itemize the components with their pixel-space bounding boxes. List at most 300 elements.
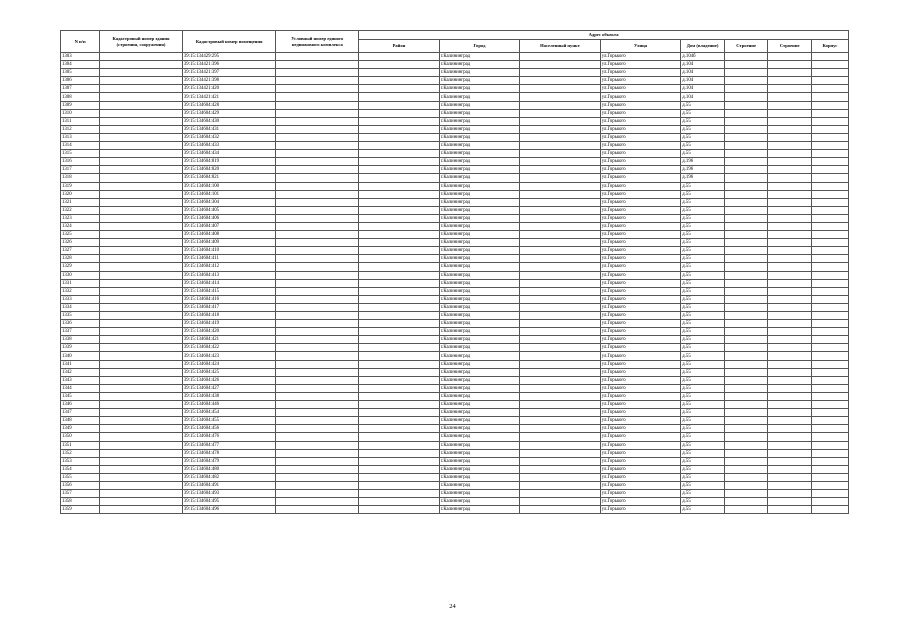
cell-house: д.104 [681,69,725,77]
cell-room-cadastre: 39:15:134604:496 [182,506,276,514]
cell-structure [768,222,812,230]
table-row [61,109,849,117]
cell-building [724,312,768,320]
cell-house: д.55 [681,222,725,230]
table-row [61,376,849,384]
cell-complex-number [276,425,359,433]
cell-block [811,158,848,166]
cell-complex-number [276,392,359,400]
cell-house: д.55 [681,239,725,247]
cell-street: ул.Горького [600,498,681,506]
cell-city: г.Калининград [439,441,520,449]
cell-room-cadastre: 39:15:134604:476 [182,433,276,441]
cell-settlement [520,336,601,344]
header-house: Дом (владение) [681,40,725,53]
cell-street: ул.Горького [600,376,681,384]
cell-room-cadastre: 39:15:134604:454 [182,409,276,417]
cell-structure [768,336,812,344]
cell-structure [768,433,812,441]
cell-num: 1333 [61,295,100,303]
cell-num: 1336 [61,320,100,328]
cell-house: д.104б [681,53,725,61]
cell-structure [768,263,812,271]
cell-settlement [520,53,601,61]
cell-district [359,344,440,352]
cell-num: 1355 [61,473,100,481]
cell-building-cadastre [100,287,183,295]
cell-complex-number [276,473,359,481]
cell-room-cadastre: 39:15:134604:491 [182,481,276,489]
cell-building [724,368,768,376]
cell-settlement [520,109,601,117]
cell-city: г.Калининград [439,360,520,368]
cell-house: д.196 [681,174,725,182]
cell-num: 1313 [61,133,100,141]
cell-room-cadastre: 39:15:134604:482 [182,473,276,481]
cell-room-cadastre: 39:15:134604:409 [182,239,276,247]
cell-city: г.Калининград [439,312,520,320]
cell-building [724,360,768,368]
table-row [61,125,849,133]
cell-complex-number [276,239,359,247]
cell-settlement [520,150,601,158]
cell-house: д.55 [681,457,725,465]
cell-structure [768,303,812,311]
table-row [61,222,849,230]
cell-building [724,279,768,287]
cell-building [724,166,768,174]
table-row [61,481,849,489]
cell-building [724,441,768,449]
cell-structure [768,328,812,336]
cell-complex-number [276,198,359,206]
cell-house: д.55 [681,109,725,117]
cell-structure [768,255,812,263]
cell-block [811,368,848,376]
cell-city: г.Калининград [439,320,520,328]
cell-num: 1305 [61,69,100,77]
cell-city: г.Калининград [439,69,520,77]
cell-building-cadastre [100,150,183,158]
cell-settlement [520,206,601,214]
cell-structure [768,312,812,320]
cell-room-cadastre: 39:15:134421:421 [182,93,276,101]
cell-structure [768,449,812,457]
cell-complex-number [276,320,359,328]
cell-house: д.55 [681,190,725,198]
cell-house: д.55 [681,231,725,239]
cell-building [724,336,768,344]
cell-block [811,433,848,441]
cell-settlement [520,222,601,230]
table-row [61,174,849,182]
cell-room-cadastre: 39:15:134604:418 [182,312,276,320]
cell-structure [768,401,812,409]
cell-district [359,312,440,320]
cell-house: д.55 [681,125,725,133]
cell-room-cadastre: 39:15:134604:420 [182,328,276,336]
cell-house: д.55 [681,133,725,141]
cell-city: г.Калининград [439,125,520,133]
header-row-top [61,31,849,40]
cell-structure [768,473,812,481]
cell-settlement [520,247,601,255]
cell-building-cadastre [100,231,183,239]
cell-building-cadastre [100,336,183,344]
header-complex-number: Условный номер единого недвижимого комплекса [276,31,359,53]
cell-city: г.Калининград [439,425,520,433]
cell-district [359,117,440,125]
cell-street: ул.Горького [600,166,681,174]
cell-structure [768,376,812,384]
cell-district [359,295,440,303]
table-row [61,214,849,222]
cell-district [359,490,440,498]
cell-num: 1303 [61,53,100,61]
header-address-group: Адрес объекта [359,31,849,40]
cell-building [724,352,768,360]
cell-house: д.55 [681,392,725,400]
cell-street: ул.Горького [600,449,681,457]
cell-city: г.Калининград [439,376,520,384]
cell-district [359,85,440,93]
cell-city: г.Калининград [439,457,520,465]
cell-street: ул.Горького [600,473,681,481]
cell-house: д.55 [681,320,725,328]
cell-structure [768,247,812,255]
cell-building-cadastre [100,109,183,117]
cell-block [811,303,848,311]
cell-district [359,279,440,287]
cell-building [724,222,768,230]
cell-street: ул.Горького [600,417,681,425]
cell-house: д.196 [681,166,725,174]
cell-street: ул.Горького [600,182,681,190]
cell-city: г.Калининград [439,368,520,376]
cell-house: д.55 [681,271,725,279]
cell-num: 1322 [61,206,100,214]
table-row [61,150,849,158]
cell-street: ул.Горького [600,392,681,400]
cell-complex-number [276,271,359,279]
cell-block [811,166,848,174]
cell-block [811,328,848,336]
cell-settlement [520,506,601,514]
cell-city: г.Калининград [439,255,520,263]
cell-settlement [520,133,601,141]
cell-building [724,174,768,182]
cell-settlement [520,263,601,271]
cell-room-cadastre: 39:15:134604:419 [182,320,276,328]
cell-house: д.104 [681,61,725,69]
cell-num: 1351 [61,441,100,449]
cell-building-cadastre [100,53,183,61]
cell-block [811,69,848,77]
cell-district [359,93,440,101]
cell-building-cadastre [100,312,183,320]
cell-settlement [520,69,601,77]
cell-settlement [520,198,601,206]
cell-room-cadastre: 39:15:134604:408 [182,231,276,239]
cell-building-cadastre [100,457,183,465]
cell-building [724,109,768,117]
cell-building-cadastre [100,449,183,457]
cell-building-cadastre [100,401,183,409]
cell-district [359,125,440,133]
cell-building-cadastre [100,344,183,352]
cell-block [811,231,848,239]
cell-street: ул.Горького [600,287,681,295]
cell-street: ул.Горького [600,312,681,320]
cell-building-cadastre [100,85,183,93]
cell-street: ул.Горького [600,133,681,141]
cell-complex-number [276,465,359,473]
cell-city: г.Калининград [439,295,520,303]
cell-num: 1337 [61,328,100,336]
cell-building-cadastre [100,271,183,279]
cell-street: ул.Горького [600,441,681,449]
header-block: Корпус [811,40,848,53]
cell-complex-number [276,214,359,222]
cell-city: г.Калининград [439,473,520,481]
cell-num: 1329 [61,263,100,271]
cell-building-cadastre [100,174,183,182]
cell-num: 1311 [61,117,100,125]
cell-structure [768,142,812,150]
cell-complex-number [276,312,359,320]
cell-num: 1348 [61,417,100,425]
cell-structure [768,85,812,93]
cell-num: 1347 [61,409,100,417]
cell-room-cadastre: 39:15:134604:429 [182,109,276,117]
cell-structure [768,409,812,417]
cell-room-cadastre: 39:15:134421:398 [182,77,276,85]
cell-street: ул.Горького [600,490,681,498]
cell-num: 1309 [61,101,100,109]
cell-structure [768,320,812,328]
cell-building [724,117,768,125]
cell-house: д.55 [681,198,725,206]
cell-city: г.Калининград [439,490,520,498]
cell-settlement [520,279,601,287]
header-district: Район [359,40,440,53]
cell-street: ул.Горького [600,214,681,222]
cell-structure [768,61,812,69]
cell-complex-number [276,287,359,295]
cell-building [724,303,768,311]
cell-building-cadastre [100,417,183,425]
cell-room-cadastre: 39:15:134421:420 [182,85,276,93]
cell-block [811,125,848,133]
cell-complex-number [276,352,359,360]
cell-settlement [520,85,601,93]
cell-street: ул.Горького [600,174,681,182]
page-number: 24 [449,603,456,610]
cell-district [359,376,440,384]
cell-settlement [520,166,601,174]
cell-settlement [520,352,601,360]
table-row [61,457,849,465]
cell-building [724,449,768,457]
cell-building-cadastre [100,93,183,101]
cell-block [811,457,848,465]
cell-district [359,166,440,174]
cell-block [811,85,848,93]
cell-city: г.Калининград [439,263,520,271]
cell-num: 1343 [61,376,100,384]
cell-city: г.Калининград [439,409,520,417]
table-row [61,368,849,376]
cell-complex-number [276,263,359,271]
cell-complex-number [276,433,359,441]
cell-structure [768,150,812,158]
cell-city: г.Калининград [439,61,520,69]
cell-block [811,214,848,222]
cell-district [359,150,440,158]
cell-street: ул.Горького [600,142,681,150]
cell-building [724,125,768,133]
cell-complex-number [276,150,359,158]
cell-settlement [520,441,601,449]
cell-num: 1306 [61,77,100,85]
cell-complex-number [276,295,359,303]
cell-settlement [520,433,601,441]
table-row [61,85,849,93]
cell-district [359,409,440,417]
cell-building [724,287,768,295]
cell-building [724,77,768,85]
cell-num: 1345 [61,392,100,400]
cell-num: 1324 [61,222,100,230]
cell-district [359,336,440,344]
cell-structure [768,158,812,166]
table-row [61,490,849,498]
cell-structure [768,352,812,360]
cell-building-cadastre [100,77,183,85]
cell-building-cadastre [100,263,183,271]
cell-block [811,490,848,498]
cell-city: г.Калининград [439,449,520,457]
cell-complex-number [276,336,359,344]
header-building: Строение [724,40,768,53]
cell-settlement [520,425,601,433]
cell-district [359,425,440,433]
cell-house: д.55 [681,247,725,255]
cell-building [724,101,768,109]
cell-building [724,263,768,271]
cell-building [724,425,768,433]
cell-room-cadastre: 39:15:134604:422 [182,344,276,352]
cell-city: г.Калининград [439,417,520,425]
cell-settlement [520,295,601,303]
cell-structure [768,190,812,198]
cell-district [359,473,440,481]
cell-house: д.55 [681,384,725,392]
cell-building [724,433,768,441]
cell-city: г.Калининград [439,465,520,473]
cell-district [359,61,440,69]
cell-num: 1325 [61,231,100,239]
cell-street: ул.Горького [600,409,681,417]
cell-building [724,465,768,473]
cell-building-cadastre [100,409,183,417]
header-street: Улица [600,40,681,53]
cell-settlement [520,449,601,457]
cell-building-cadastre [100,498,183,506]
cell-complex-number [276,61,359,69]
cell-num: 1341 [61,360,100,368]
cell-street: ул.Горького [600,401,681,409]
cell-building [724,190,768,198]
cell-room-cadastre: 39:15:134421:396 [182,61,276,69]
cell-district [359,231,440,239]
cell-structure [768,506,812,514]
cell-street: ул.Горького [600,320,681,328]
cell-structure [768,239,812,247]
cell-house: д.55 [681,425,725,433]
cell-city: г.Калининград [439,401,520,409]
cell-settlement [520,465,601,473]
cell-block [811,77,848,85]
cell-city: г.Калининград [439,206,520,214]
cell-complex-number [276,174,359,182]
table-row [61,433,849,441]
cell-building [724,320,768,328]
cell-room-cadastre: 39:15:134604:819 [182,158,276,166]
cell-complex-number [276,401,359,409]
cell-block [811,360,848,368]
cell-room-cadastre: 39:15:134604:423 [182,352,276,360]
cell-city: г.Калининград [439,77,520,85]
table-row [61,401,849,409]
cell-num: 1342 [61,368,100,376]
cell-block [811,449,848,457]
registry-table [60,30,849,514]
table-row [61,231,849,239]
cell-building [724,328,768,336]
cell-house: д.55 [681,433,725,441]
cell-city: г.Калининград [439,190,520,198]
cell-num: 1331 [61,279,100,287]
cell-room-cadastre: 39:15:134604:446 [182,401,276,409]
cell-room-cadastre: 39:15:134604:415 [182,287,276,295]
cell-district [359,263,440,271]
cell-city: г.Калининград [439,231,520,239]
cell-district [359,481,440,489]
table-row [61,198,849,206]
cell-num: 1346 [61,401,100,409]
cell-building [724,376,768,384]
cell-house: д.55 [681,101,725,109]
cell-building [724,69,768,77]
cell-building [724,239,768,247]
cell-block [811,336,848,344]
cell-room-cadastre: 39:15:134604:431 [182,125,276,133]
cell-complex-number [276,117,359,125]
cell-block [811,93,848,101]
cell-room-cadastre: 39:15:134604:480 [182,465,276,473]
cell-complex-number [276,449,359,457]
cell-complex-number [276,409,359,417]
cell-building-cadastre [100,506,183,514]
cell-settlement [520,303,601,311]
cell-district [359,401,440,409]
cell-block [811,312,848,320]
cell-building-cadastre [100,384,183,392]
table-row [61,190,849,198]
cell-street: ул.Горького [600,328,681,336]
cell-complex-number [276,481,359,489]
